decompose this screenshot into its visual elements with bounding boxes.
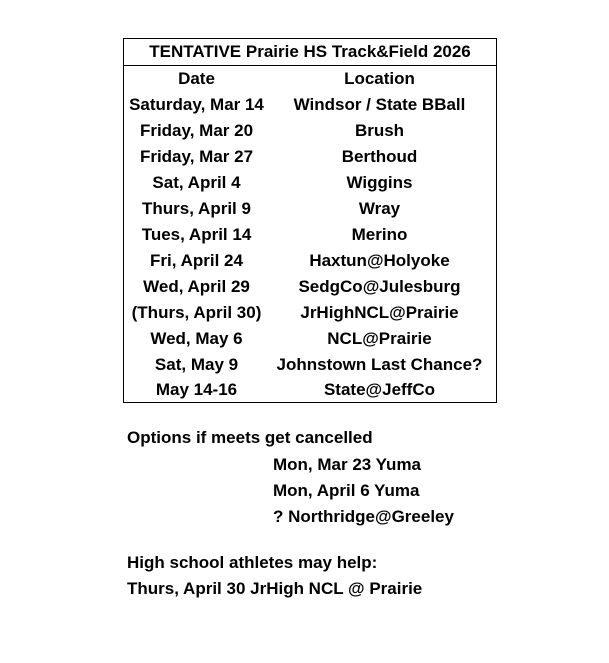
meet-location: SedgCo@Julesburg <box>298 277 461 296</box>
meet-location: Windsor / State BBall <box>293 95 466 114</box>
meet-date: May 14-16 <box>155 380 238 399</box>
header-date: Date <box>178 69 215 88</box>
help-heading: High school athletes may help: <box>127 553 378 572</box>
meet-location: Brush <box>354 121 405 140</box>
schedule-header-row <box>124 66 496 92</box>
table-row <box>124 144 496 170</box>
meet-date: Sat, May 9 <box>154 355 239 374</box>
meet-date: Sat, April 4 <box>152 173 241 192</box>
table-row <box>124 118 496 144</box>
table-row <box>124 196 496 222</box>
table-row <box>124 92 496 118</box>
meet-location: Merino <box>351 225 408 244</box>
meet-location: Haxtun@Holyoke <box>309 251 450 270</box>
header-location: Location <box>344 69 415 88</box>
schedule-body <box>124 92 496 402</box>
meet-date: Thurs, April 9 <box>142 199 251 218</box>
table-row <box>124 300 496 326</box>
meet-location: Berthoud <box>341 147 418 166</box>
list-item: ? Northridge@Greeley <box>273 507 454 526</box>
meet-location: State@JeffCo <box>323 380 436 399</box>
meet-date: Wed, April 29 <box>143 277 250 296</box>
meet-location: Wray <box>358 199 401 218</box>
meet-date: Friday, Mar 20 <box>139 121 254 140</box>
schedule-table <box>123 38 497 403</box>
meet-date: Friday, Mar 27 <box>139 147 254 166</box>
meet-location: Wiggins <box>346 173 413 192</box>
meet-date: Tues, April 14 <box>141 225 252 244</box>
list-item: Mon, Mar 23 Yuma <box>273 455 422 474</box>
table-row <box>124 326 496 352</box>
meet-date: (Thurs, April 30) <box>131 303 262 322</box>
options-list <box>273 454 454 532</box>
meet-date: Wed, May 6 <box>150 329 243 348</box>
table-row <box>124 222 496 248</box>
table-row <box>124 274 496 300</box>
table-row <box>124 378 496 402</box>
table-row <box>124 352 496 378</box>
meet-location: NCL@Prairie <box>327 329 432 348</box>
options-heading: Options if meets get cancelled <box>127 428 373 447</box>
meet-location: JrHighNCL@Prairie <box>300 303 459 322</box>
meet-date: Fri, April 24 <box>150 251 243 270</box>
meet-date: Saturday, Mar 14 <box>129 95 264 114</box>
table-row <box>124 248 496 274</box>
table-row <box>124 170 496 196</box>
list-item: Mon, April 6 Yuma <box>273 481 420 500</box>
meet-location: Johnstown Last Chance? <box>276 355 483 374</box>
schedule-title: TENTATIVE Prairie HS Track&Field 2026 <box>124 39 496 66</box>
help-line: Thurs, April 30 JrHigh NCL @ Prairie <box>127 579 423 598</box>
